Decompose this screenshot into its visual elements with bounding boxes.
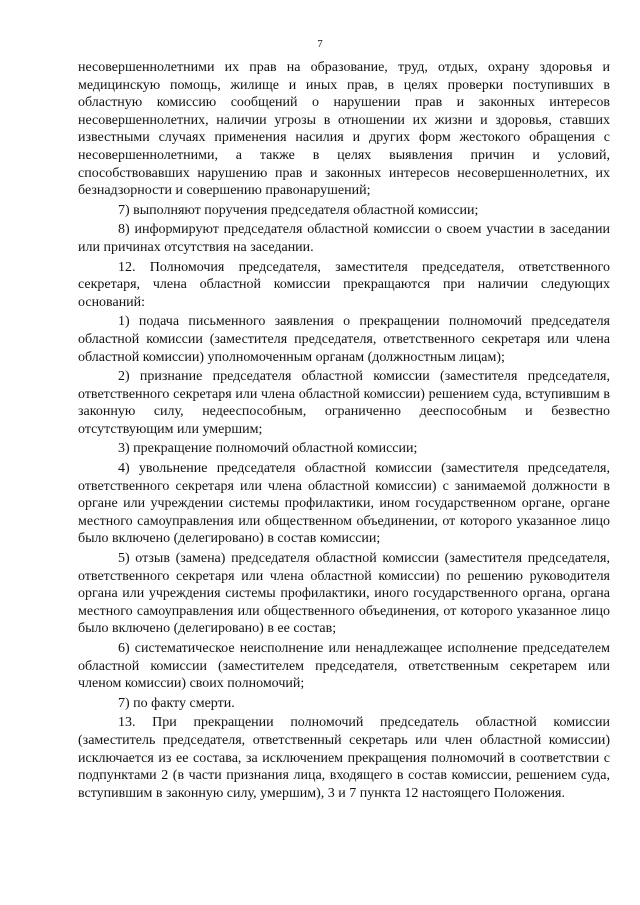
- paragraph-item-8: 8) информируют председателя областной комиссии о своем участии в заседании или причинах отсутствия на заседании.: [78, 222, 610, 255]
- paragraph-sub-3: 3) прекращение полномочий областной комиссии;: [118, 441, 418, 457]
- page-number: 7: [317, 38, 323, 50]
- paragraph-section-13: 13. При прекращении полномочий председатель областной комиссии (заместитель председателя, ответственный секретарь или член областной комиссии) исключается из ее состава, за исключением прекращения полномочий в соответствии с подпунктами 2 (в части признания лица, входящего в состав комиссии, решением суда, вступившим в законную силу, умершим), 3 и 7 пункта 12 настоящего Положения.: [78, 715, 610, 801]
- paragraph-item-7: 7) выполняют поручения председателя областной комиссии;: [118, 202, 479, 218]
- document-body: [78, 59, 610, 802]
- paragraph-section-12: 12. Полномочия председателя, заместителя председателя, ответственного секретаря, члена областной комиссии прекращаются при наличии следующих оснований:: [78, 259, 610, 310]
- paragraph-sub-4: 4) увольнение председателя областной комиссии (заместителя председателя, ответственного секретаря или члена областной комиссии) с занимаемой должности в органе или учреждении системы профилактики, ином государственном органе, органе местного самоуправления или общественном объединении, от которого указанное лицо было включено (делегировано) в состав комиссии;: [78, 461, 610, 547]
- paragraph-sub-1: 1) подача письменного заявления о прекращении полномочий председателя областной комиссии (заместителя председателя, ответственного секретаря или члена областной комиссии) уполномоченным органам (должностным лицам);: [78, 314, 610, 365]
- paragraph-sub-5: 5) отзыв (замена) председателя областной комиссии (заместителя председателя, ответственного секретаря или члена областной комиссии) по решению руководителя органа или учреждения системы профилактики, иного государственного органа, органа местного самоуправления или общественного объединения, от которого указанное лицо было включено (делегировано) в ее состав;: [78, 551, 610, 637]
- paragraph-sub-7: 7) по факту смерти.: [118, 695, 235, 711]
- paragraph-sub-6: 6) систематическое неисполнение или ненадлежащее исполнение председателем областной комиссии (заместителем председателя, ответственным секретарем или членом комиссии) своих полномочий;: [78, 641, 610, 692]
- paragraph-sub-2: 2) признание председателя областной комиссии (заместителя председателя, ответственного секретаря или члена областной комиссии) решением суда, вступившим в законную силу, недееспособным, ограниченно дееспособным и безвестно отсутствующим или умершим;: [78, 369, 610, 437]
- paragraph-continuation: несовершеннолетними их прав на образование, труд, отдых, охрану здоровья и медицинскую помощь, жилище и иных прав, в целях проверки поступивших в областную комиссию сообщений о нарушении прав и законных интересов несовершеннолетних, наличии угрозы в отношении их жизни и здоровья, ставших известными случаях применения насилия и других форм жестокого обращения с несовершеннолетними, а также в целях выявления причин и условий, способствовавших нарушению прав и законных интересов несовершеннолетних, их безнадзорности и совершению правонарушений;: [78, 60, 610, 199]
